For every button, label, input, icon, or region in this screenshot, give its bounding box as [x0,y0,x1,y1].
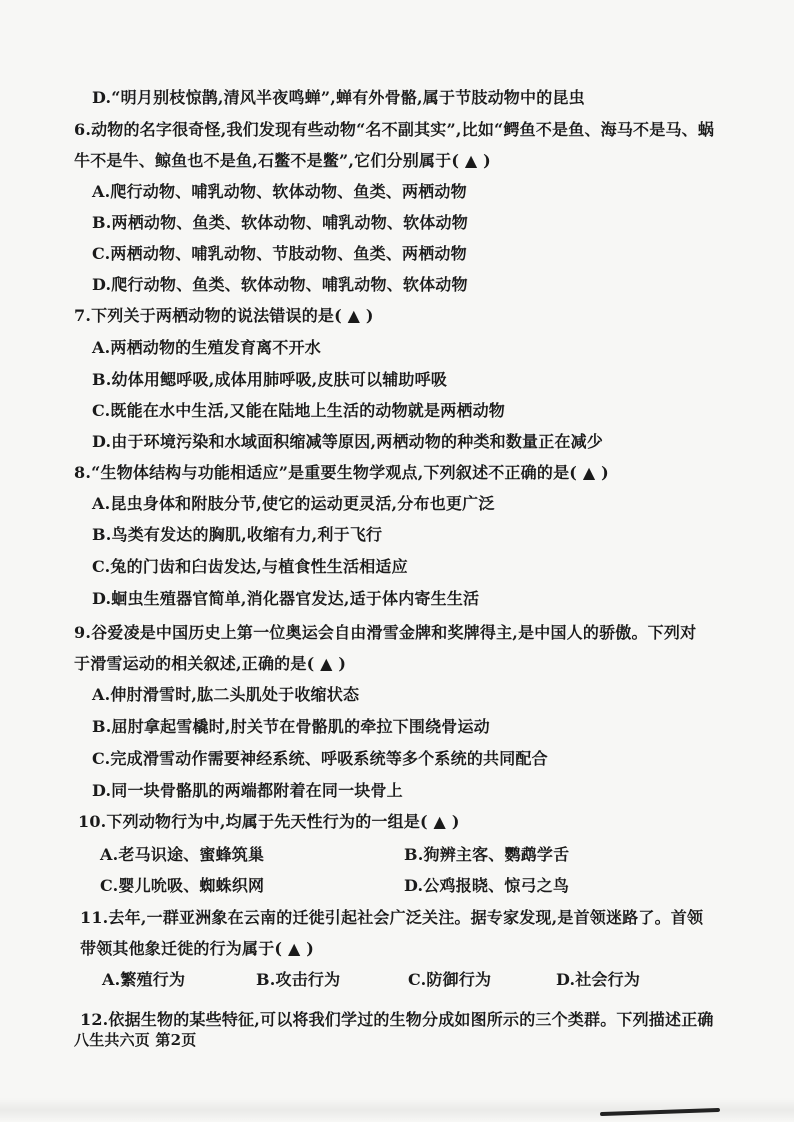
q9-stem-line2: 于滑雪运动的相关叙述,正确的是( ▲ ) [74,654,347,673]
q11-option-d: D.社会行为 [556,970,641,989]
q11-stem-line2: 带领其他象迁徙的行为属于( ▲ ) [80,939,314,958]
q10-stem: 10.下列动物行为中,均属于先天性行为的一组是( ▲ ) [78,812,460,831]
q7-option-b: B.幼体用鳃呼吸,成体用肺呼吸,皮肤可以辅助呼吸 [92,370,448,389]
q9-stem-line1: 9.谷爱凌是中国历史上第一位奥运会自由滑雪金牌和奖牌得主,是中国人的骄傲。下列对 [74,623,697,642]
q11-option-a: A.繁殖行为 [102,970,186,989]
q8-option-d: D.蛔虫生殖器官简单,消化器官发达,适于体内寄生生活 [92,589,480,608]
q12-stem: 12.依据生物的某些特征,可以将我们学过的生物分成如图所示的三个类群。下列描述正确 [80,1010,714,1029]
q8-option-a: A.昆虫身体和附肢分节,使它的运动更灵活,分布也更广泛 [92,494,495,513]
q11-option-b: B.攻击行为 [256,970,341,989]
q7-stem: 7.下列关于两栖动物的说法错误的是( ▲ ) [74,306,374,325]
q6-option-a: A.爬行动物、哺乳动物、软体动物、鱼类、两栖动物 [92,182,467,201]
q6-option-c: C.两栖动物、哺乳动物、节肢动物、鱼类、两栖动物 [92,244,467,263]
q10-option-a: A.老马识途、蜜蜂筑巢 [100,845,265,864]
q10-option-c: C.婴儿吮吸、蜘蛛织网 [100,876,265,895]
page-footer: 八生共六页 第2页 [74,1031,197,1049]
q7-option-a: A.两栖动物的生殖发育离不开水 [92,338,321,357]
q8-option-b: B.鸟类有发达的胸肌,收缩有力,利于飞行 [92,525,383,544]
q6-stem-line2: 牛不是牛、鲸鱼也不是鱼,石鳖不是鳖”,它们分别属于( ▲ ) [74,151,491,170]
q6-stem-line1: 6.动物的名字很奇怪,我们发现有些动物“名不副其实”,比如“鳄鱼不是鱼、海马不是马、蜗 [74,120,715,139]
q11-option-c: C.防御行为 [408,970,492,989]
q10-option-b: B.狗辨主客、鹦鹉学舌 [404,845,570,864]
q7-option-d: D.由于环境污染和水域面积缩减等原因,两栖动物的种类和数量正在减少 [92,432,604,451]
q8-stem: 8.“生物体结构与功能相适应”是重要生物学观点,下列叙述不正确的是( ▲ ) [74,463,609,482]
q9-option-c: C.完成滑雪动作需要神经系统、呼吸系统等多个系统的共同配合 [92,749,548,768]
q10-option-d: D.公鸡报晓、惊弓之鸟 [404,876,570,895]
q6-option-d: D.爬行动物、鱼类、软体动物、哺乳动物、软体动物 [92,275,468,294]
q9-option-a: A.伸肘滑雪时,肱二头肌处于收缩状态 [92,685,360,704]
q9-option-d: D.同一块骨骼肌的两端都附着在同一块骨上 [92,781,403,800]
q8-option-c: C.兔的门齿和臼齿发达,与植食性生活相适应 [92,557,408,576]
q5-option-d: D.“明月别枝惊鹊,清风半夜鸣蝉”,蝉有外骨骼,属于节肢动物中的昆虫 [92,88,585,107]
q6-option-b: B.两栖动物、鱼类、软体动物、哺乳动物、软体动物 [92,213,468,232]
q9-option-b: B.屈肘拿起雪橇时,肘关节在骨骼肌的牵拉下围绕骨运动 [92,717,490,736]
q7-option-c: C.既能在水中生活,又能在陆地上生活的动物就是两栖动物 [92,401,505,420]
q11-stem-line1: 11.去年,一群亚洲象在云南的迁徙引起社会广泛关注。据专家发现,是首领迷路了。首领 [80,908,704,927]
